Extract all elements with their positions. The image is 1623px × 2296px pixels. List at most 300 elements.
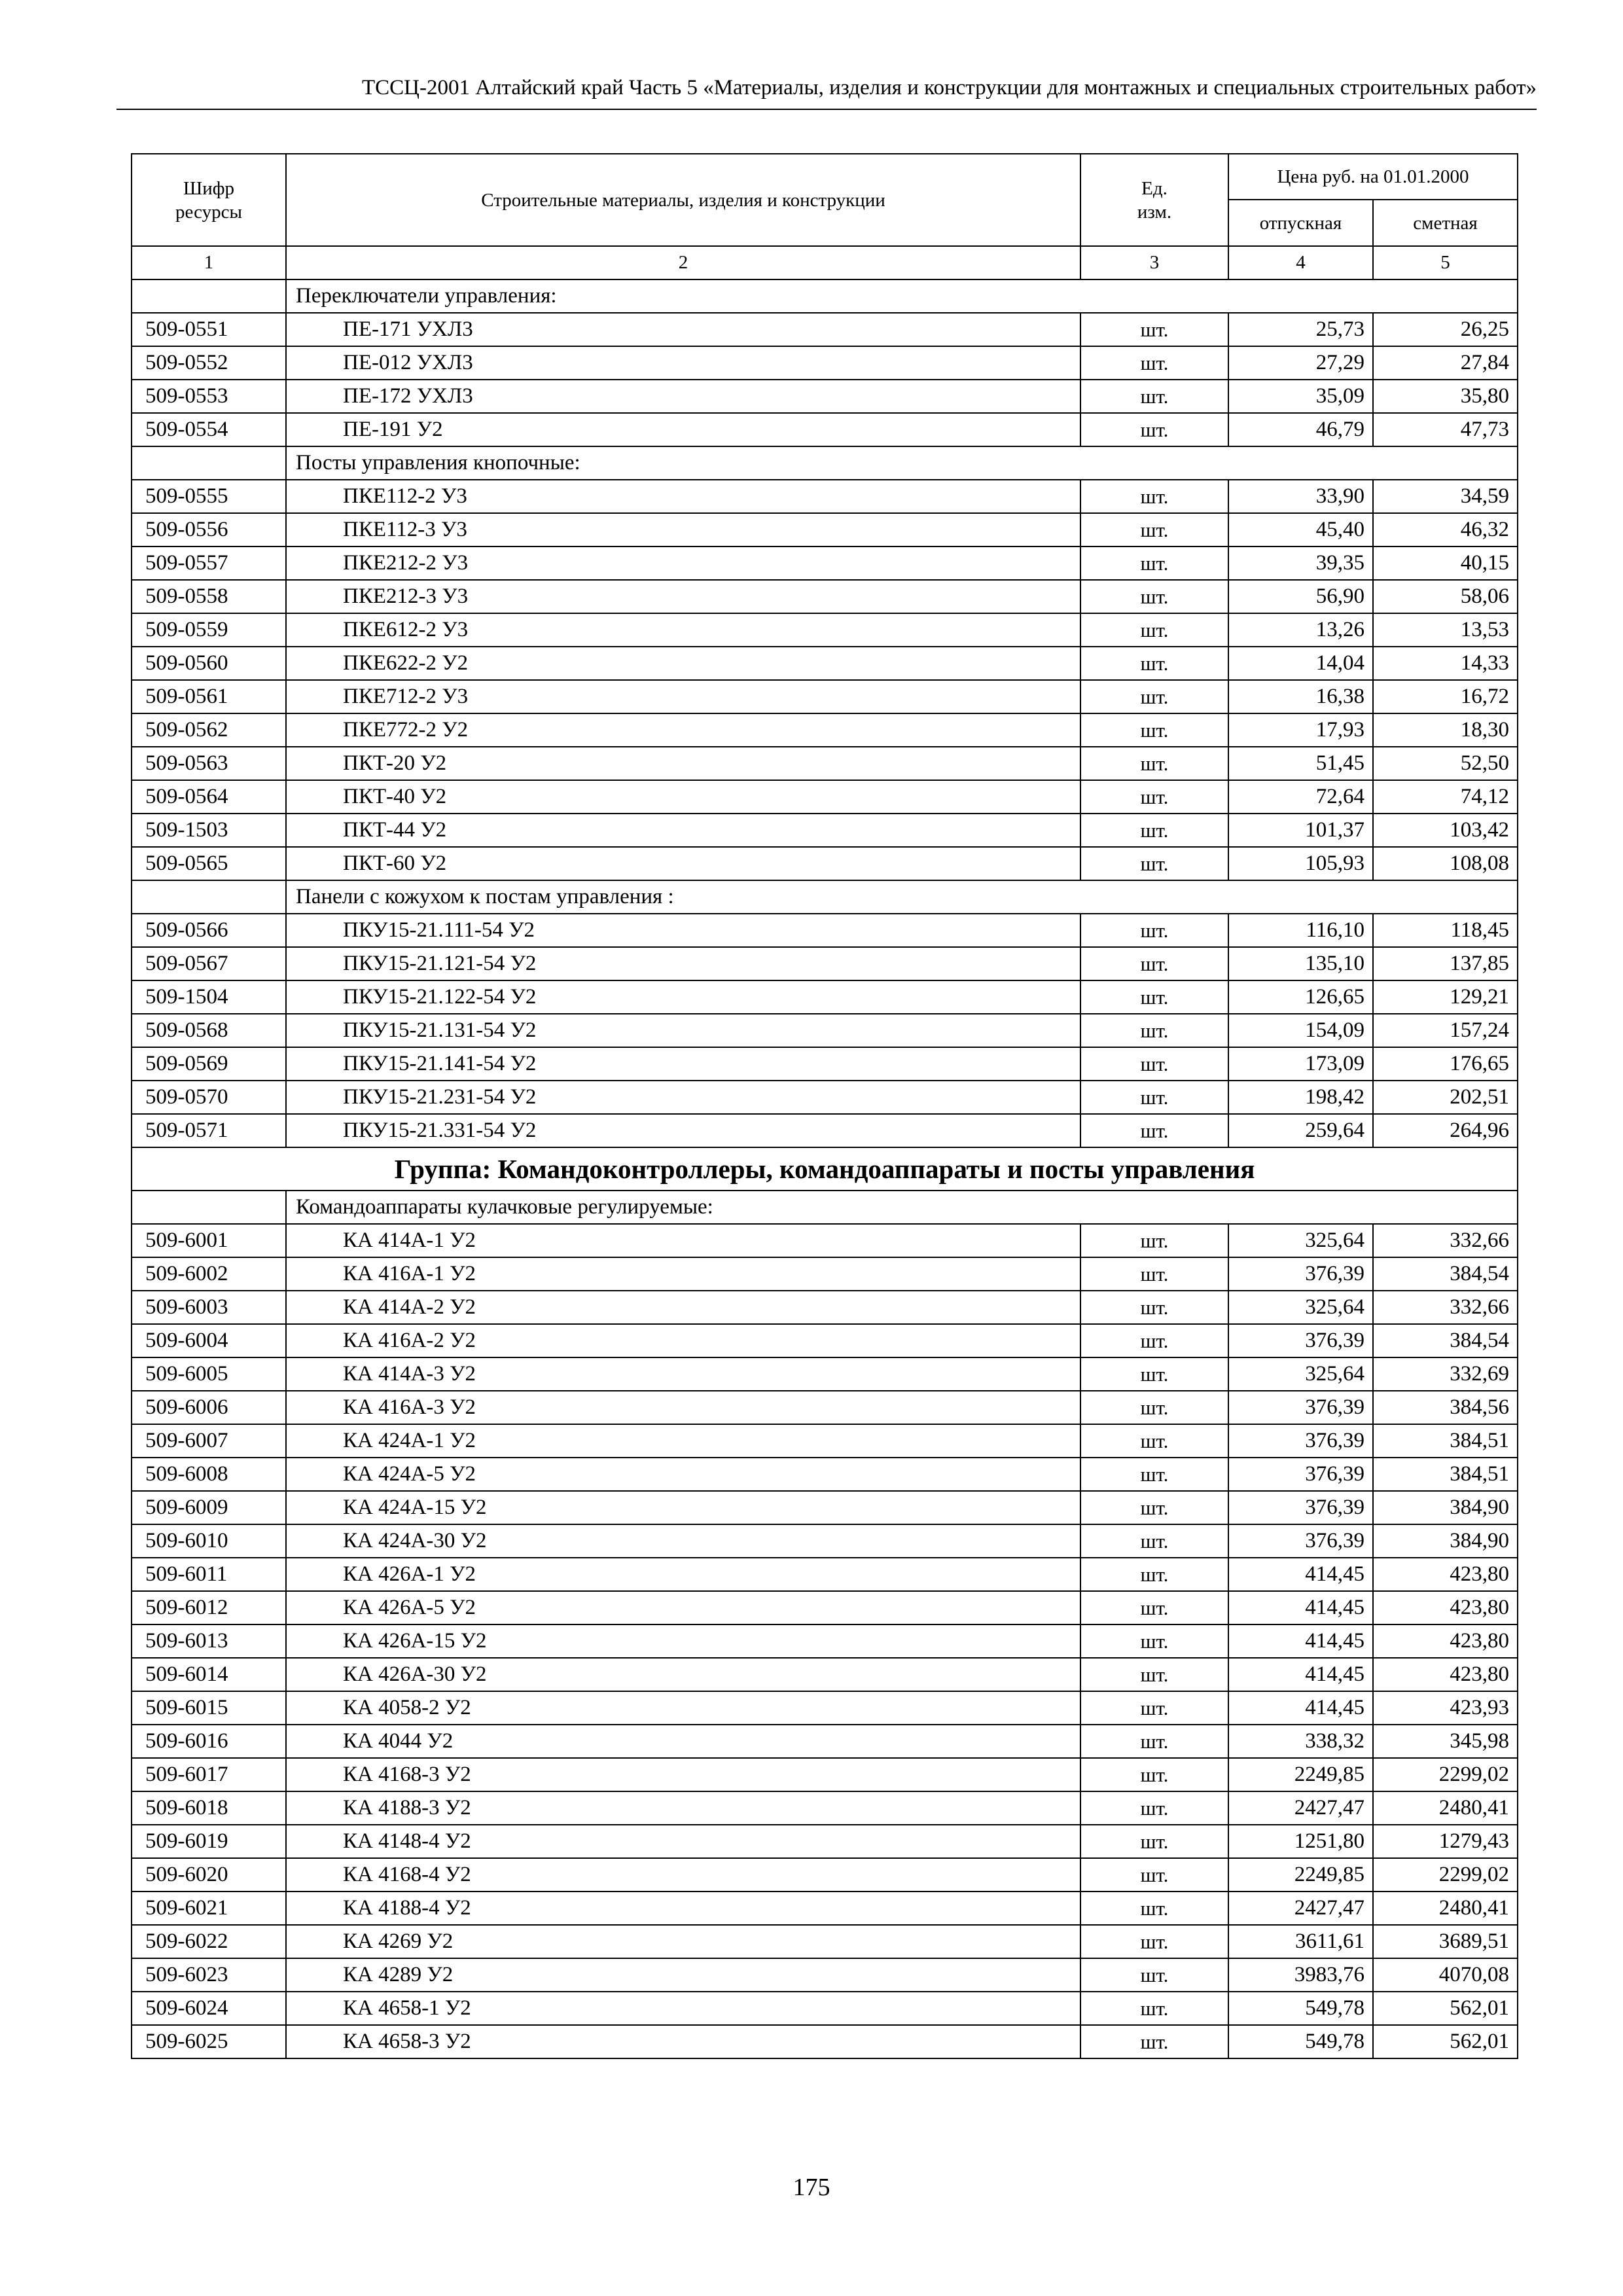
unit-of-measure: шт.: [1080, 1858, 1228, 1892]
estimate-price: 384,90: [1373, 1491, 1518, 1524]
release-price: 126,65: [1228, 980, 1373, 1014]
estimate-price: 34,59: [1373, 480, 1518, 513]
table-row: [132, 1491, 1518, 1524]
release-price: 14,04: [1228, 647, 1373, 680]
estimate-price: 27,84: [1373, 346, 1518, 380]
estimate-price: 18,30: [1373, 713, 1518, 747]
material-name: ПКЕ112-3 У3: [286, 513, 1080, 547]
unit-of-measure: шт.: [1080, 680, 1228, 713]
release-price: 33,90: [1228, 480, 1373, 513]
unit-of-measure: шт.: [1080, 1558, 1228, 1591]
material-name: ПКУ15-21.121-54 У2: [286, 947, 1080, 980]
release-price: 135,10: [1228, 947, 1373, 980]
release-price: 338,32: [1228, 1725, 1373, 1758]
resource-code: 509-6001: [132, 1224, 286, 1257]
unit-of-measure: шт.: [1080, 1257, 1228, 1291]
column-header-name: Строительные материалы, изделия и конструкции: [286, 154, 1080, 246]
table-row: [132, 513, 1518, 547]
unit-of-measure: шт.: [1080, 513, 1228, 547]
release-price: 17,93: [1228, 713, 1373, 747]
estimate-price: 2480,41: [1373, 1892, 1518, 1925]
table-row: [132, 613, 1518, 647]
estimate-price: 562,01: [1373, 1992, 1518, 2025]
unit-of-measure: шт.: [1080, 1114, 1228, 1147]
resource-code: 509-0552: [132, 346, 286, 380]
column-header-code: Шифр ресурсы: [132, 154, 286, 246]
release-price: 414,45: [1228, 1624, 1373, 1658]
release-price: 325,64: [1228, 1291, 1373, 1324]
material-name: КА 4188-3 У2: [286, 1791, 1080, 1825]
table-row: [132, 1992, 1518, 2025]
section-heading: Панели с кожухом к постам управления :: [286, 880, 1518, 914]
release-price: 46,79: [1228, 413, 1373, 446]
table-row: [132, 780, 1518, 814]
unit-of-measure: шт.: [1080, 1524, 1228, 1558]
estimate-price: 13,53: [1373, 613, 1518, 647]
estimate-price: 384,54: [1373, 1257, 1518, 1291]
release-price: 105,93: [1228, 847, 1373, 880]
section-heading: Посты управления кнопочные:: [286, 446, 1518, 480]
unit-of-measure: шт.: [1080, 1591, 1228, 1624]
estimate-price: 384,90: [1373, 1524, 1518, 1558]
table-row: [132, 580, 1518, 613]
material-name: ПКТ-40 У2: [286, 780, 1080, 814]
resource-code: 509-0564: [132, 780, 286, 814]
resource-code: 509-0558: [132, 580, 286, 613]
column-number: 4: [1228, 246, 1373, 279]
resource-code: 509-6019: [132, 1825, 286, 1858]
unit-of-measure: шт.: [1080, 747, 1228, 780]
table-row: [132, 380, 1518, 413]
release-price: 101,37: [1228, 814, 1373, 847]
estimate-price: 108,08: [1373, 847, 1518, 880]
resource-code: 509-1503: [132, 814, 286, 847]
estimate-price: 3689,51: [1373, 1925, 1518, 1958]
material-name: ПКУ15-21.141-54 У2: [286, 1047, 1080, 1081]
estimate-price: 58,06: [1373, 580, 1518, 613]
unit-of-measure: шт.: [1080, 1224, 1228, 1257]
release-price: 325,64: [1228, 1224, 1373, 1257]
unit-of-measure: шт.: [1080, 980, 1228, 1014]
resource-code: 509-0565: [132, 847, 286, 880]
resource-code: 509-6022: [132, 1925, 286, 1958]
unit-of-measure: шт.: [1080, 1992, 1228, 2025]
material-name: ПКТ-44 У2: [286, 814, 1080, 847]
resource-code: 509-6012: [132, 1591, 286, 1624]
resource-code: 509-6009: [132, 1491, 286, 1524]
unit-of-measure: шт.: [1080, 1791, 1228, 1825]
resource-code: 509-6017: [132, 1758, 286, 1791]
price-table-container: [131, 153, 1517, 2059]
table-row: [132, 1014, 1518, 1047]
estimate-price: 2299,02: [1373, 1858, 1518, 1892]
estimate-price: 423,80: [1373, 1558, 1518, 1591]
estimate-price: 202,51: [1373, 1081, 1518, 1114]
estimate-price: 2480,41: [1373, 1791, 1518, 1825]
table-row: [132, 1524, 1518, 1558]
release-price: 27,29: [1228, 346, 1373, 380]
resource-code: 509-0561: [132, 680, 286, 713]
resource-code: 509-0563: [132, 747, 286, 780]
estimate-price: 423,80: [1373, 1658, 1518, 1691]
estimate-price: 46,32: [1373, 513, 1518, 547]
table-row: [132, 1458, 1518, 1491]
resource-code: 509-6014: [132, 1658, 286, 1691]
material-name: КА 426А-1 У2: [286, 1558, 1080, 1591]
material-name: ПКТ-60 У2: [286, 847, 1080, 880]
resource-code: 509-6007: [132, 1424, 286, 1458]
unit-of-measure: шт.: [1080, 480, 1228, 513]
estimate-price: 345,98: [1373, 1725, 1518, 1758]
table-row: [132, 1892, 1518, 1925]
resource-code: 509-0551: [132, 313, 286, 346]
unit-of-measure: шт.: [1080, 313, 1228, 346]
table-row: [132, 1658, 1518, 1691]
estimate-price: 26,25: [1373, 313, 1518, 346]
estimate-price: 384,51: [1373, 1458, 1518, 1491]
table-row: [132, 1624, 1518, 1658]
unit-of-measure: шт.: [1080, 947, 1228, 980]
section-heading-row: [132, 880, 1518, 914]
material-name: ПКУ15-21.131-54 У2: [286, 1014, 1080, 1047]
resource-code: 509-0553: [132, 380, 286, 413]
table-row: [132, 1758, 1518, 1791]
running-header: ТССЦ-2001 Алтайский край Часть 5 «Материалы, изделия и конструкции для монтажных и специальных строительных работ»: [116, 71, 1537, 110]
resource-code: 509-0566: [132, 914, 286, 947]
table-row: [132, 713, 1518, 747]
empty-code-cell: [132, 880, 286, 914]
material-name: ПЕ-012 УХЛ3: [286, 346, 1080, 380]
section-heading-row: [132, 1191, 1518, 1224]
table-row: [132, 980, 1518, 1014]
estimate-price: 2299,02: [1373, 1758, 1518, 1791]
release-price: 376,39: [1228, 1491, 1373, 1524]
group-heading-row: [132, 1147, 1518, 1191]
unit-of-measure: шт.: [1080, 580, 1228, 613]
estimate-price: 118,45: [1373, 914, 1518, 947]
material-name: КА 4168-4 У2: [286, 1858, 1080, 1892]
section-heading: Переключатели управления:: [286, 279, 1518, 313]
unit-of-measure: шт.: [1080, 547, 1228, 580]
table-row: [132, 847, 1518, 880]
table-row: [132, 1291, 1518, 1324]
resource-code: 509-0571: [132, 1114, 286, 1147]
resource-code: 509-6024: [132, 1992, 286, 2025]
release-price: 13,26: [1228, 613, 1373, 647]
material-name: ПКЕ112-2 У3: [286, 480, 1080, 513]
column-header-estimate-price: сметная: [1373, 200, 1518, 246]
unit-of-measure: шт.: [1080, 1958, 1228, 1992]
material-name: ПЕ-171 УХЛ3: [286, 313, 1080, 346]
release-price: 2249,85: [1228, 1858, 1373, 1892]
table-row: [132, 547, 1518, 580]
estimate-price: 384,51: [1373, 1424, 1518, 1458]
material-name: КА 426А-5 У2: [286, 1591, 1080, 1624]
resource-code: 509-1504: [132, 980, 286, 1014]
table-row: [132, 413, 1518, 446]
resource-code: 509-6013: [132, 1624, 286, 1658]
unit-of-measure: шт.: [1080, 1658, 1228, 1691]
material-name: КА 426А-15 У2: [286, 1624, 1080, 1658]
unit-of-measure: шт.: [1080, 1725, 1228, 1758]
table-row: [132, 1324, 1518, 1357]
release-price: 25,73: [1228, 313, 1373, 346]
material-name: ПКЕ612-2 У3: [286, 613, 1080, 647]
unit-of-measure: шт.: [1080, 914, 1228, 947]
estimate-price: 423,80: [1373, 1591, 1518, 1624]
resource-code: 509-6020: [132, 1858, 286, 1892]
empty-code-cell: [132, 1191, 286, 1224]
unit-of-measure: шт.: [1080, 613, 1228, 647]
table-row: [132, 1081, 1518, 1114]
release-price: 51,45: [1228, 747, 1373, 780]
page-number: 175: [793, 2174, 830, 2201]
table-row: [132, 914, 1518, 947]
table-row: [132, 1591, 1518, 1624]
table-row: [132, 1725, 1518, 1758]
material-name: КА 426А-30 У2: [286, 1658, 1080, 1691]
release-price: 72,64: [1228, 780, 1373, 814]
material-name: КА 424А-30 У2: [286, 1524, 1080, 1558]
resource-code: 509-0554: [132, 413, 286, 446]
column-number-row: [132, 246, 1518, 279]
material-name: ПЕ-172 УХЛ3: [286, 380, 1080, 413]
unit-of-measure: шт.: [1080, 1047, 1228, 1081]
material-name: ПЕ-191 У2: [286, 413, 1080, 446]
resource-code: 509-0559: [132, 613, 286, 647]
estimate-price: 1279,43: [1373, 1825, 1518, 1858]
resource-code: 509-0555: [132, 480, 286, 513]
table-row: [132, 747, 1518, 780]
estimate-price: 52,50: [1373, 747, 1518, 780]
release-price: 376,39: [1228, 1324, 1373, 1357]
table-row: [132, 1825, 1518, 1858]
estimate-price: 157,24: [1373, 1014, 1518, 1047]
release-price: 259,64: [1228, 1114, 1373, 1147]
resource-code: 509-6023: [132, 1958, 286, 1992]
table-row: [132, 947, 1518, 980]
material-name: КА 4658-1 У2: [286, 1992, 1080, 2025]
unit-of-measure: шт.: [1080, 1825, 1228, 1858]
unit-of-measure: шт.: [1080, 1424, 1228, 1458]
unit-of-measure: шт.: [1080, 1624, 1228, 1658]
estimate-price: 423,93: [1373, 1691, 1518, 1725]
table-row: [132, 1958, 1518, 1992]
resource-code: 509-0557: [132, 547, 286, 580]
unit-of-measure: шт.: [1080, 1925, 1228, 1958]
material-name: ПКЕ212-3 У3: [286, 580, 1080, 613]
release-price: 116,10: [1228, 914, 1373, 947]
unit-of-measure: шт.: [1080, 1014, 1228, 1047]
release-price: 376,39: [1228, 1424, 1373, 1458]
table-row: [132, 1691, 1518, 1725]
estimate-price: 14,33: [1373, 647, 1518, 680]
release-price: 549,78: [1228, 2025, 1373, 2058]
resource-code: 509-6018: [132, 1791, 286, 1825]
release-price: 376,39: [1228, 1524, 1373, 1558]
column-number: 3: [1080, 246, 1228, 279]
unit-of-measure: шт.: [1080, 1491, 1228, 1524]
table-row: [132, 1114, 1518, 1147]
table-row: [132, 313, 1518, 346]
material-name: КА 424А-1 У2: [286, 1424, 1080, 1458]
resource-code: 509-6015: [132, 1691, 286, 1725]
column-number: 2: [286, 246, 1080, 279]
release-price: 376,39: [1228, 1391, 1373, 1424]
column-header-price: Цена руб. на 01.01.2000: [1228, 154, 1518, 200]
release-price: 198,42: [1228, 1081, 1373, 1114]
unit-of-measure: шт.: [1080, 380, 1228, 413]
estimate-price: 384,54: [1373, 1324, 1518, 1357]
material-name: ПКУ15-21.231-54 У2: [286, 1081, 1080, 1114]
estimate-price: 35,80: [1373, 380, 1518, 413]
material-name: ПКЕ212-2 У3: [286, 547, 1080, 580]
material-name: ПКЕ712-2 У3: [286, 680, 1080, 713]
release-price: 2427,47: [1228, 1892, 1373, 1925]
resource-code: 509-0570: [132, 1081, 286, 1114]
table-row: [132, 2025, 1518, 2058]
estimate-price: 40,15: [1373, 547, 1518, 580]
section-heading-row: [132, 446, 1518, 480]
release-price: 173,09: [1228, 1047, 1373, 1081]
release-price: 376,39: [1228, 1458, 1373, 1491]
resource-code: 509-0568: [132, 1014, 286, 1047]
table-row: [132, 680, 1518, 713]
resource-code: 509-6010: [132, 1524, 286, 1558]
resource-code: 509-6003: [132, 1291, 286, 1324]
group-heading: Группа: Командоконтроллеры, командоаппараты и посты управления: [132, 1147, 1518, 1191]
resource-code: 509-6008: [132, 1458, 286, 1491]
table-row: [132, 1424, 1518, 1458]
material-name: КА 416А-1 У2: [286, 1257, 1080, 1291]
material-name: КА 4168-3 У2: [286, 1758, 1080, 1791]
unit-of-measure: шт.: [1080, 1324, 1228, 1357]
resource-code: 509-6016: [132, 1725, 286, 1758]
resource-code: 509-6002: [132, 1257, 286, 1291]
material-name: ПКЕ622-2 У2: [286, 647, 1080, 680]
unit-of-measure: шт.: [1080, 647, 1228, 680]
material-name: КА 414А-2 У2: [286, 1291, 1080, 1324]
unit-of-measure: шт.: [1080, 1081, 1228, 1114]
material-name: КА 414А-3 У2: [286, 1357, 1080, 1391]
release-price: 376,39: [1228, 1257, 1373, 1291]
material-name: КА 4269 У2: [286, 1925, 1080, 1958]
estimate-price: 47,73: [1373, 413, 1518, 446]
release-price: 2249,85: [1228, 1758, 1373, 1791]
section-heading-row: [132, 279, 1518, 313]
table-row: [132, 1391, 1518, 1424]
release-price: 3611,61: [1228, 1925, 1373, 1958]
release-price: 154,09: [1228, 1014, 1373, 1047]
estimate-price: 332,69: [1373, 1357, 1518, 1391]
resource-code: 509-0556: [132, 513, 286, 547]
resource-code: 509-0569: [132, 1047, 286, 1081]
estimate-price: 562,01: [1373, 2025, 1518, 2058]
estimate-price: 176,65: [1373, 1047, 1518, 1081]
unit-of-measure: шт.: [1080, 1758, 1228, 1791]
material-name: ПКУ15-21.111-54 У2: [286, 914, 1080, 947]
unit-of-measure: шт.: [1080, 1391, 1228, 1424]
unit-of-measure: шт.: [1080, 780, 1228, 814]
material-name: ПКУ15-21.122-54 У2: [286, 980, 1080, 1014]
table-row: [132, 1047, 1518, 1081]
estimate-price: 4070,08: [1373, 1958, 1518, 1992]
release-price: 414,45: [1228, 1558, 1373, 1591]
release-price: 414,45: [1228, 1691, 1373, 1725]
material-name: КА 424А-5 У2: [286, 1458, 1080, 1491]
material-name: КА 414А-1 У2: [286, 1224, 1080, 1257]
material-name: ПКУ15-21.331-54 У2: [286, 1114, 1080, 1147]
unit-of-measure: шт.: [1080, 1892, 1228, 1925]
unit-of-measure: шт.: [1080, 1291, 1228, 1324]
release-price: 16,38: [1228, 680, 1373, 713]
estimate-price: 103,42: [1373, 814, 1518, 847]
table-row: [132, 1858, 1518, 1892]
release-price: 325,64: [1228, 1357, 1373, 1391]
table-row: [132, 480, 1518, 513]
resource-code: 509-6021: [132, 1892, 286, 1925]
release-price: 2427,47: [1228, 1791, 1373, 1825]
unit-of-measure: шт.: [1080, 713, 1228, 747]
table-row: [132, 1257, 1518, 1291]
estimate-price: 137,85: [1373, 947, 1518, 980]
table-row: [132, 647, 1518, 680]
unit-of-measure: шт.: [1080, 814, 1228, 847]
material-name: КА 4148-4 У2: [286, 1825, 1080, 1858]
table-row: [132, 1357, 1518, 1391]
material-name: ПКТ-20 У2: [286, 747, 1080, 780]
unit-of-measure: шт.: [1080, 2025, 1228, 2058]
unit-of-measure: шт.: [1080, 346, 1228, 380]
release-price: 35,09: [1228, 380, 1373, 413]
column-header-release-price: отпускная: [1228, 200, 1373, 246]
estimate-price: 16,72: [1373, 680, 1518, 713]
estimate-price: 129,21: [1373, 980, 1518, 1014]
column-number: 1: [132, 246, 286, 279]
resource-code: 509-0567: [132, 947, 286, 980]
price-table: [131, 153, 1518, 2059]
estimate-price: 423,80: [1373, 1624, 1518, 1658]
table-body: [132, 279, 1518, 2058]
release-price: 3983,76: [1228, 1958, 1373, 1992]
release-price: 549,78: [1228, 1992, 1373, 2025]
material-name: ПКЕ772-2 У2: [286, 713, 1080, 747]
resource-code: 509-6004: [132, 1324, 286, 1357]
material-name: КА 4044 У2: [286, 1725, 1080, 1758]
material-name: КА 416А-3 У2: [286, 1391, 1080, 1424]
material-name: КА 416А-2 У2: [286, 1324, 1080, 1357]
resource-code: 509-6011: [132, 1558, 286, 1591]
release-price: 1251,80: [1228, 1825, 1373, 1858]
material-name: КА 4289 У2: [286, 1958, 1080, 1992]
estimate-price: 384,56: [1373, 1391, 1518, 1424]
column-number: 5: [1373, 246, 1518, 279]
release-price: 414,45: [1228, 1591, 1373, 1624]
resource-code: 509-6005: [132, 1357, 286, 1391]
material-name: КА 4658-3 У2: [286, 2025, 1080, 2058]
column-header-unit: Ед. изм.: [1080, 154, 1228, 246]
table-row: [132, 814, 1518, 847]
resource-code: 509-0562: [132, 713, 286, 747]
empty-code-cell: [132, 446, 286, 480]
resource-code: 509-6006: [132, 1391, 286, 1424]
empty-code-cell: [132, 279, 286, 313]
table-row: [132, 346, 1518, 380]
table-row: [132, 1925, 1518, 1958]
estimate-price: 74,12: [1373, 780, 1518, 814]
table-row: [132, 1558, 1518, 1591]
material-name: КА 4188-4 У2: [286, 1892, 1080, 1925]
